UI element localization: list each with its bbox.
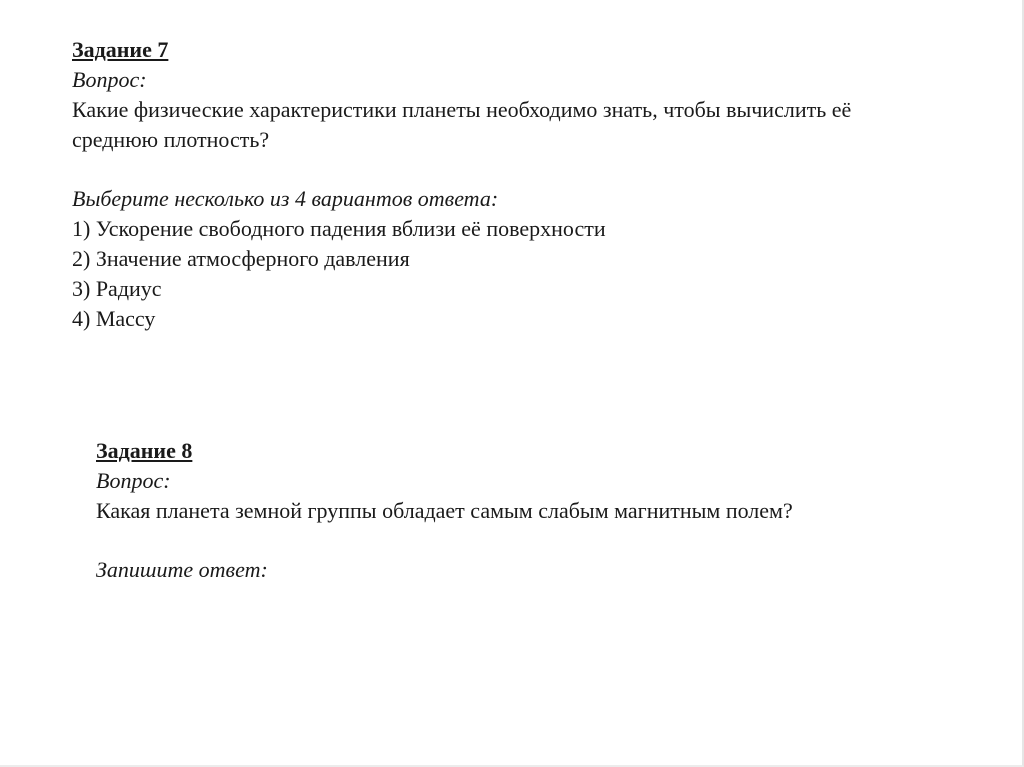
answer-option-1: 1) Ускорение свободного падения вблизи её поверхности [72, 216, 606, 241]
task-7-question-line-2: среднюю плотность? [72, 127, 270, 152]
task-7-instruction: Выберите несколько из 4 вариантов ответа: [72, 186, 499, 211]
answer-option-2: 2) Значение атмосферного давления [72, 246, 410, 271]
task-7-question-label: Вопрос: [72, 67, 147, 92]
task-8-instruction: Запишите ответ: [96, 557, 268, 582]
task-8-question-label: Вопрос: [96, 468, 171, 493]
task-7-options [72, 214, 972, 334]
answer-option-3: 3) Радиус [72, 276, 162, 301]
task-8-title: Задание 8 [96, 438, 193, 463]
answer-option-4: 4) Массу [72, 306, 156, 331]
task-7 [72, 35, 972, 334]
task-8-question: Какая планета земной группы обладает самым слабым магнитным полем? [96, 498, 793, 523]
task-8 [96, 436, 976, 585]
spacer [96, 526, 976, 555]
task-7-question-line-1: Какие физические характеристики планеты необходимо знать, чтобы вычислить её [72, 97, 852, 122]
task-7-title: Задание 7 [72, 37, 169, 62]
spacer [72, 155, 972, 184]
